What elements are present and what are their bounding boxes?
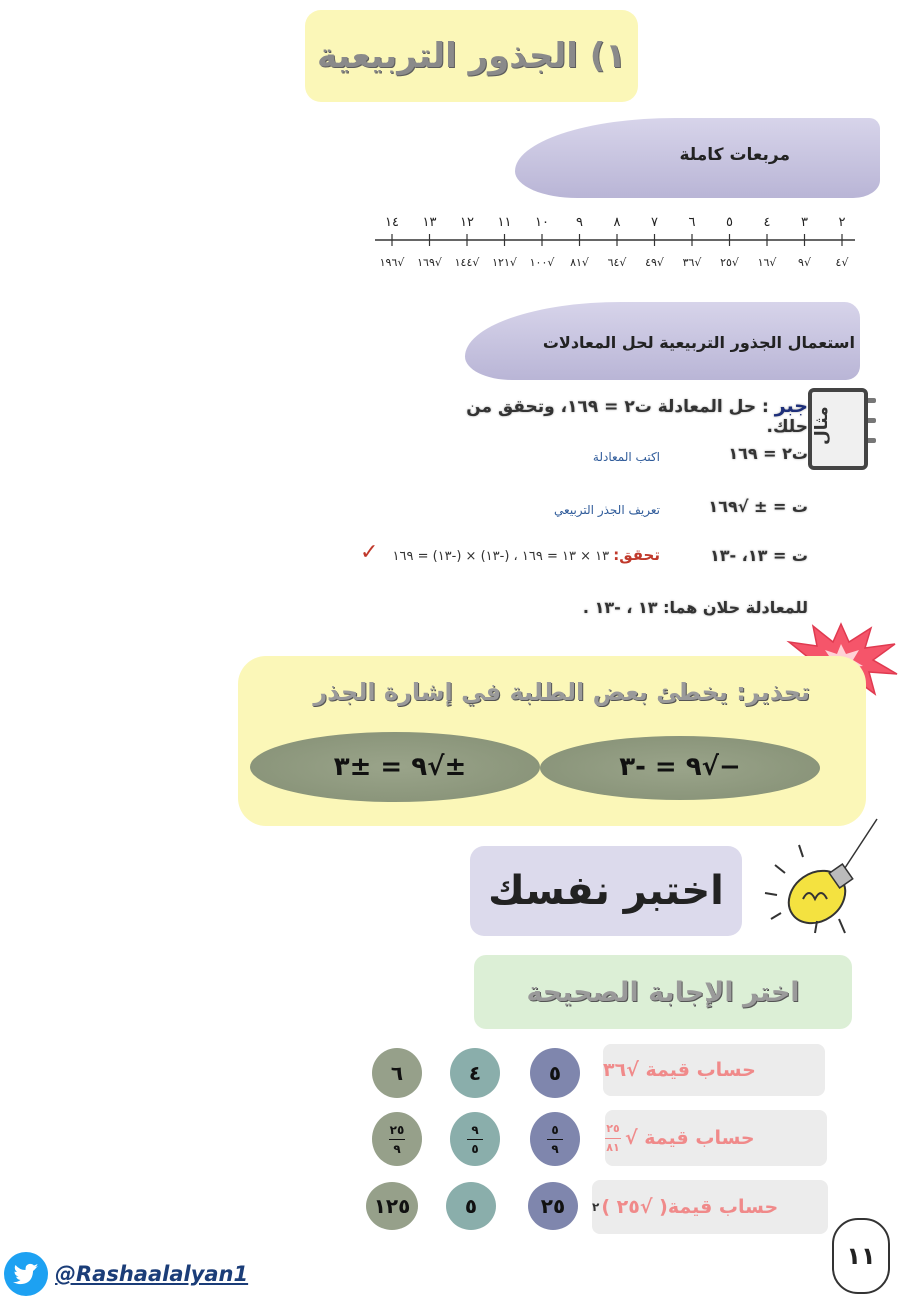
test-yourself-title: اختبر نفسك: [488, 868, 724, 914]
example-prompt: [440, 395, 808, 437]
option-1b-label: ٤: [468, 1061, 482, 1085]
number-line-root: ٢٥√: [720, 256, 739, 269]
option-2a-numerator: ٥: [551, 1122, 559, 1137]
number-line-number: ١٤: [385, 215, 399, 230]
option-2c[interactable]: [372, 1112, 422, 1166]
number-line-number: ٥: [726, 215, 733, 230]
number-line-root: ١٠٠√: [529, 256, 555, 269]
example-subject: جبر: [774, 395, 808, 417]
number-line-root: ١٦√: [757, 256, 777, 269]
question-2-denominator: ٨١: [606, 1140, 620, 1154]
number-line-root: ١٢١√: [492, 256, 517, 269]
example-tab-label: مثال: [812, 406, 832, 446]
question-2-numerator: ٢٥: [606, 1121, 620, 1135]
option-3b-label: ٥: [464, 1194, 478, 1218]
number-line: [370, 210, 860, 280]
warning-expression-negative: −√٩ = -٣: [619, 752, 741, 782]
solution-note-1: اكتب المعادلة: [592, 450, 660, 464]
number-line-number: ١٢: [460, 215, 474, 230]
twitter-handle[interactable]: @Rashaalalyan1: [55, 1262, 249, 1286]
conclusion: للمعادلة حلان هما: ١٣ ، -١٣ .: [582, 598, 808, 617]
option-3a-label: ٢٥: [540, 1194, 566, 1218]
perfect-squares-label: مربعات كاملة: [679, 145, 790, 165]
option-2c-numerator: ٢٥: [389, 1122, 405, 1137]
title-box: [305, 10, 638, 102]
option-2a[interactable]: [530, 1112, 580, 1166]
number-line-number: ٣: [801, 215, 808, 230]
check-row: [360, 546, 660, 564]
number-line-number: ٢: [838, 215, 846, 230]
example-prompt-text: : حل المعادلة ت٢ = ١٦٩، وتحقق من حلك.: [466, 397, 808, 437]
number-line-root: ٤٩√: [645, 256, 664, 269]
option-1c[interactable]: [372, 1048, 422, 1098]
choose-answer-title: اختر الإجابة الصحيحة: [526, 976, 800, 1008]
number-line-root: ٦٤√: [607, 256, 627, 269]
solution-step-3: ت = ١٣، -١٣: [710, 546, 808, 565]
question-2: [605, 1110, 827, 1166]
twitter-icon[interactable]: [4, 1252, 48, 1296]
check-mark-icon: ✓: [360, 540, 379, 565]
solution-step-1: ت٢ = ١٦٩: [728, 444, 808, 463]
page-number: ١١: [832, 1218, 890, 1294]
option-2c-denominator: ٩: [393, 1141, 401, 1156]
option-2b-numerator: ٩: [471, 1122, 479, 1137]
option-3b[interactable]: [446, 1182, 496, 1230]
question-3-label: حساب قيمة( √٢٥ ): [601, 1196, 779, 1218]
question-1: [603, 1044, 825, 1096]
option-3a[interactable]: [528, 1182, 578, 1230]
solution-step-2: ت = ± √١٦٩: [708, 497, 808, 516]
number-line-root: ١٤٤√: [454, 256, 480, 269]
warning-title: تحذير: يخطئ بعض الطلبة في إشارة الجذر: [313, 678, 810, 706]
number-line-number: ٧: [651, 215, 658, 230]
number-line-root: ١٩٦√: [379, 256, 405, 269]
number-line-number: ١٣: [422, 215, 437, 230]
option-2a-denominator: ٩: [551, 1141, 559, 1156]
number-line-root: ٣٦√: [682, 256, 702, 269]
question-1-label: حساب قيمة √٣٦: [603, 1059, 756, 1081]
number-line-number: ١٠: [535, 215, 549, 230]
warning-expression-correct: ±√٩ = ±٣: [333, 752, 467, 782]
number-line-number: ٤: [763, 215, 771, 230]
lightbulb-icon: [755, 815, 885, 945]
option-1b[interactable]: [450, 1048, 500, 1098]
option-2b[interactable]: [450, 1112, 500, 1166]
page-title: ١) الجذور التربيعية: [316, 36, 627, 76]
option-1c-label: ٦: [390, 1061, 404, 1085]
check-text: ١٣ × ١٣ = ١٦٩ ، (-١٣) × (-١٣) = ١٦٩: [392, 549, 610, 564]
option-3c-label: ١٢٥: [373, 1194, 411, 1218]
number-line-number: ٦: [688, 215, 696, 230]
option-3c[interactable]: [366, 1182, 418, 1230]
option-2b-denominator: ٥: [471, 1141, 479, 1156]
solution-note-2: تعريف الجذر التربيعي: [554, 503, 660, 517]
check-label: تحقق:: [613, 546, 660, 564]
test-yourself-box: [470, 846, 742, 936]
number-line-root: ٩√: [798, 256, 811, 269]
number-line-number: ٨: [613, 215, 621, 230]
number-line-number: ١١: [497, 215, 512, 230]
option-1a-label: ٥: [548, 1061, 562, 1085]
option-1a[interactable]: [530, 1048, 580, 1098]
using-roots-label: استعمال الجذور التربيعية لحل المعادلات: [542, 333, 855, 352]
question-2-fraction: [605, 1123, 621, 1154]
number-line-number: ٩: [576, 215, 583, 230]
number-line-root: ٤√: [835, 256, 849, 269]
question-3-exponent: ٢: [592, 1200, 600, 1214]
question-2-label: حساب قيمة √: [625, 1127, 755, 1149]
number-line-root: ١٦٩√: [417, 256, 442, 269]
choose-answer-box: [474, 955, 852, 1029]
number-line-root: ٨١√: [570, 256, 589, 269]
question-3: [592, 1180, 828, 1234]
